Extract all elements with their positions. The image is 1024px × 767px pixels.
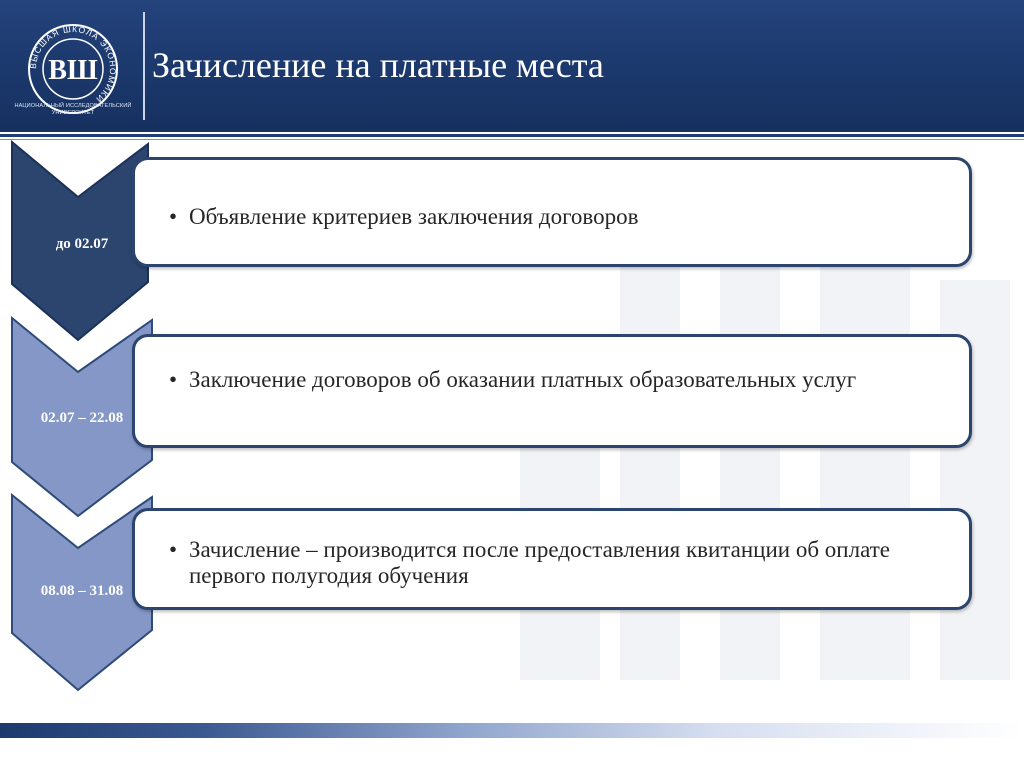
- step-2-box: [132, 334, 972, 448]
- logo-ring-text: ВЫСШАЯ ШКОЛА ЭКОНОМИКИ: [27, 23, 119, 105]
- step-1-box: [132, 157, 972, 267]
- step-3-period: 08.08 – 31.08: [40, 583, 124, 599]
- step-1-period: до 02.07: [55, 236, 109, 252]
- logo-monogram: ВШ: [48, 55, 98, 86]
- step-3-box: [132, 508, 972, 610]
- logo-caption-line1: НАЦИОНАЛЬНЫЙ ИССЛЕДОВАТЕЛЬСКИЙ: [14, 103, 132, 109]
- page-title: Зачисление на платные места: [152, 45, 604, 85]
- step-2-text: • Заключение договоров об оказании платных образовательных услуг: [169, 367, 951, 393]
- step-2-period: 02.07 – 22.08: [40, 410, 124, 426]
- step-3-text: • Зачисление – производится после предоставления квитанции об оплате первого полугодия обучения: [169, 537, 951, 589]
- footer-gradient-bar: [0, 723, 1024, 738]
- step-1-text: • Объявление критериев заключения договоров: [169, 204, 951, 230]
- logo-caption-line2: УНИВЕРСИТЕТ: [51, 110, 95, 116]
